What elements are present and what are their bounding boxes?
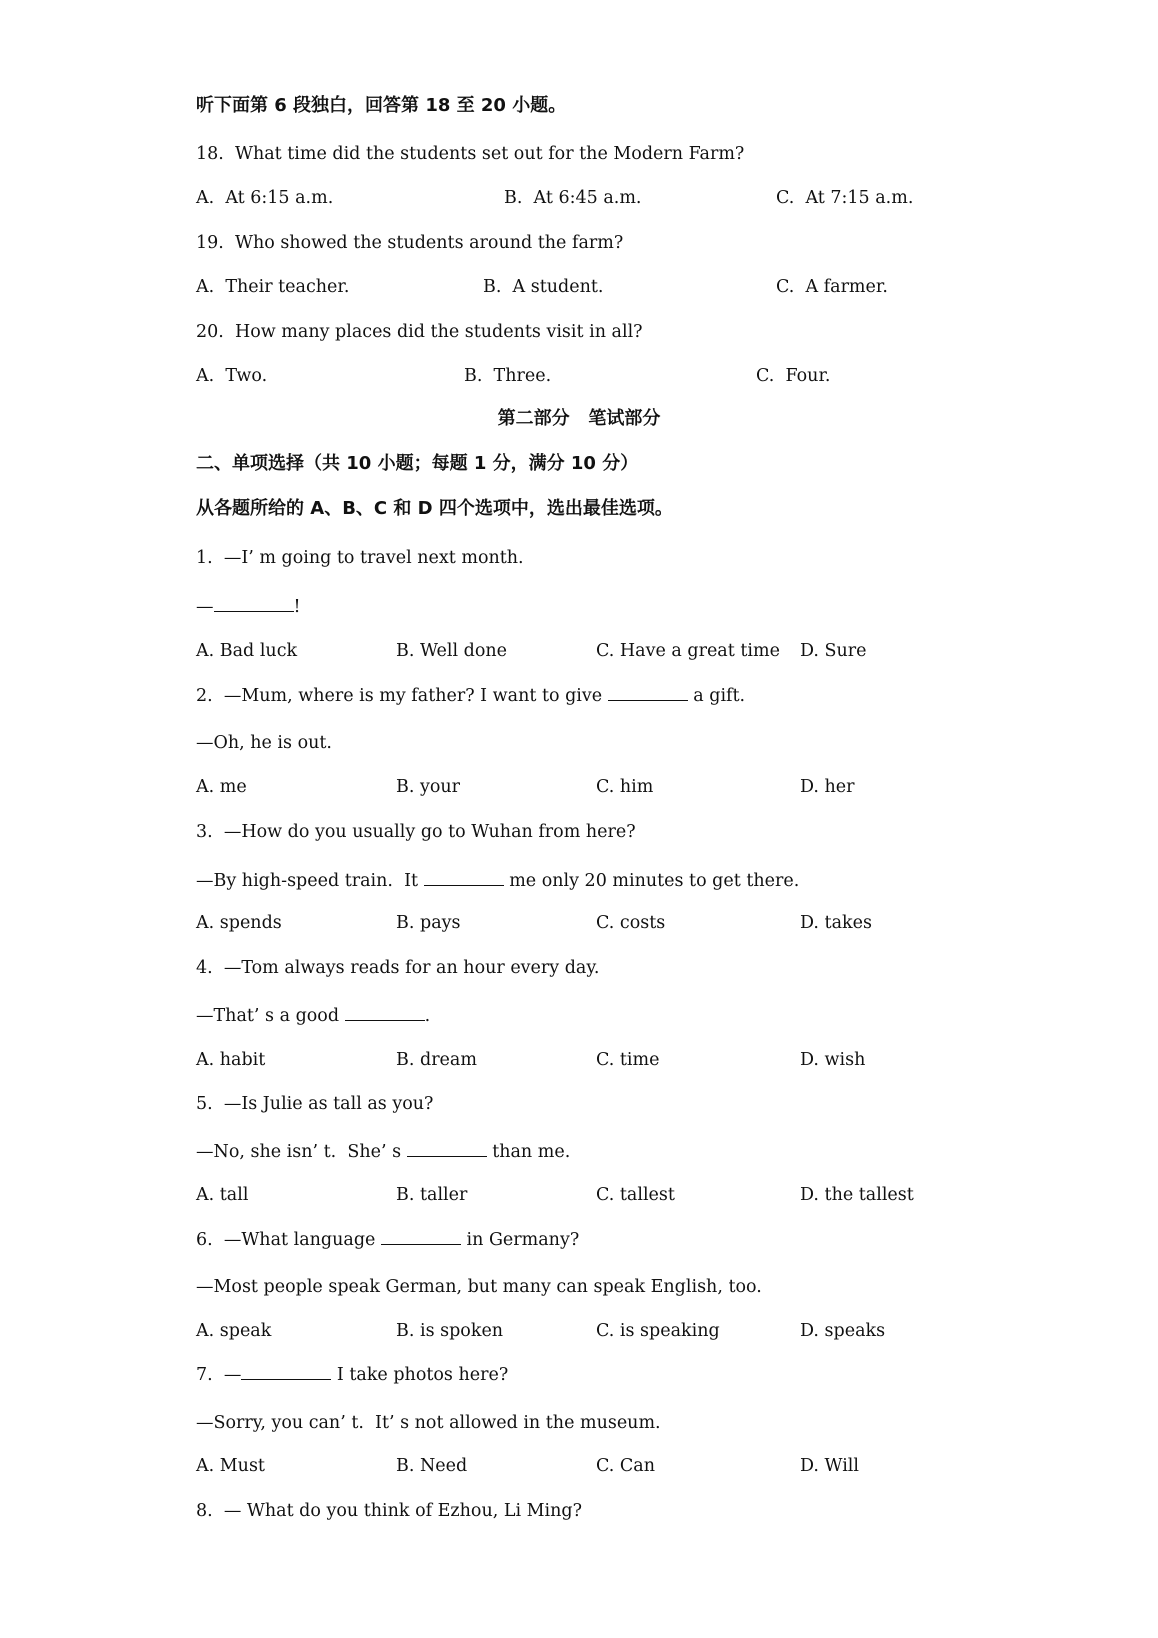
q8-line1: 8. — What do you think of Ezhou, Li Ming?	[196, 1501, 582, 1521]
q5-text-post: than me.	[486, 1142, 571, 1162]
q2-option-d: D. her	[800, 777, 855, 797]
q2-text-post: a gift.	[687, 686, 746, 706]
q2-option-c: C. him	[596, 777, 654, 797]
dash: —	[196, 597, 214, 617]
question-19: 19. Who showed the students around the farm?	[196, 233, 624, 253]
q2-text-pre: 2. —Mum, where is my father? I want to give	[196, 686, 608, 706]
q3-option-a: A. spends	[196, 913, 282, 933]
answer-blank	[424, 869, 504, 886]
q1-line2	[196, 595, 301, 619]
q20-option-a: A. Two.	[196, 366, 268, 386]
q7-option-c: C. Can	[596, 1456, 655, 1476]
answer-blank	[345, 1004, 425, 1021]
q5-option-a: A. tall	[196, 1185, 249, 1205]
question-18: 18. What time did the students set out for the Modern Farm?	[196, 144, 745, 164]
q1-line1: 1. —I’ m going to travel next month.	[196, 548, 524, 568]
q18-option-b: B. At 6:45 a.m.	[504, 188, 642, 208]
q3-line2	[196, 869, 799, 893]
answer-blank	[381, 1228, 461, 1245]
listening-instruction: 听下面第 6 段独白，回答第 18 至 20 小题。	[196, 95, 567, 116]
q4-text-pre: —That’ s a good	[196, 1006, 345, 1026]
section-instruction: 从各题所给的 A、B、C 和 D 四个选项中，选出最佳选项。	[196, 498, 673, 519]
q6-line1	[196, 1228, 579, 1252]
q6-option-a: A. speak	[196, 1321, 272, 1341]
q5-option-c: C. tallest	[596, 1185, 675, 1205]
part-two-title: 第二部分 笔试部分	[497, 408, 661, 429]
q3-option-d: D. takes	[800, 913, 872, 933]
q19-option-b: B. A student.	[483, 277, 604, 297]
q4-text-post: .	[424, 1006, 431, 1026]
q1-option-c: C. Have a great time	[596, 641, 780, 661]
q4-line1: 4. —Tom always reads for an hour every day.	[196, 958, 600, 978]
q18-option-a: A. At 6:15 a.m.	[196, 188, 334, 208]
answer-blank	[214, 595, 294, 612]
q3-option-b: B. pays	[396, 913, 461, 933]
q6-option-c: C. is speaking	[596, 1321, 720, 1341]
answer-blank	[407, 1140, 487, 1157]
q3-text-post: me only 20 minutes to get there.	[503, 871, 800, 891]
q4-option-b: B. dream	[396, 1050, 477, 1070]
q5-text-pre: —No, she isn’ t. She’ s	[196, 1142, 407, 1162]
answer-blank	[241, 1363, 331, 1380]
q7-option-a: A. Must	[196, 1456, 265, 1476]
section-heading: 二、单项选择（共 10 小题；每题 1 分，满分 10 分）	[196, 453, 639, 474]
q3-option-c: C. costs	[596, 913, 666, 933]
q6-text-post: in Germany?	[460, 1230, 580, 1250]
q5-option-b: B. taller	[396, 1185, 468, 1205]
question-20: 20. How many places did the students visit in all?	[196, 322, 643, 342]
q7-text-post: I take photos here?	[331, 1365, 509, 1385]
q19-option-a: A. Their teacher.	[196, 277, 350, 297]
q3-text-pre: —By high-speed train. It	[196, 871, 424, 891]
q7-line2: —Sorry, you can’ t. It’ s not allowed in the museum.	[196, 1413, 661, 1433]
q2-option-b: B. your	[396, 777, 461, 797]
q20-option-c: C. Four.	[756, 366, 831, 386]
q7-line1	[196, 1363, 508, 1387]
q5-line1: 5. —Is Julie as tall as you?	[196, 1094, 434, 1114]
q7-option-d: D. Will	[800, 1456, 860, 1476]
q4-line2	[196, 1004, 430, 1028]
q6-line2: —Most people speak German, but many can speak English, too.	[196, 1277, 762, 1297]
q4-option-c: C. time	[596, 1050, 660, 1070]
q20-option-b: B. Three.	[464, 366, 552, 386]
punct: !	[293, 597, 301, 617]
q6-option-b: B. is spoken	[396, 1321, 504, 1341]
q19-option-c: C. A farmer.	[776, 277, 888, 297]
q1-option-a: A. Bad luck	[196, 641, 298, 661]
q3-line1: 3. —How do you usually go to Wuhan from here?	[196, 822, 636, 842]
answer-blank	[608, 684, 688, 701]
q1-option-d: D. Sure	[800, 641, 867, 661]
q18-option-c: C. At 7:15 a.m.	[776, 188, 914, 208]
q2-line1	[196, 684, 745, 708]
q1-option-b: B. Well done	[396, 641, 508, 661]
q4-option-d: D. wish	[800, 1050, 866, 1070]
q4-option-a: A. habit	[196, 1050, 266, 1070]
q5-option-d: D. the tallest	[800, 1185, 914, 1205]
q6-option-d: D. speaks	[800, 1321, 886, 1341]
q7-option-b: B. Need	[396, 1456, 468, 1476]
q5-line2	[196, 1140, 570, 1164]
q2-option-a: A. me	[196, 777, 247, 797]
q7-text-pre: 7. —	[196, 1365, 242, 1385]
q2-line2: —Oh, he is out.	[196, 733, 332, 753]
q6-text-pre: 6. —What language	[196, 1230, 381, 1250]
